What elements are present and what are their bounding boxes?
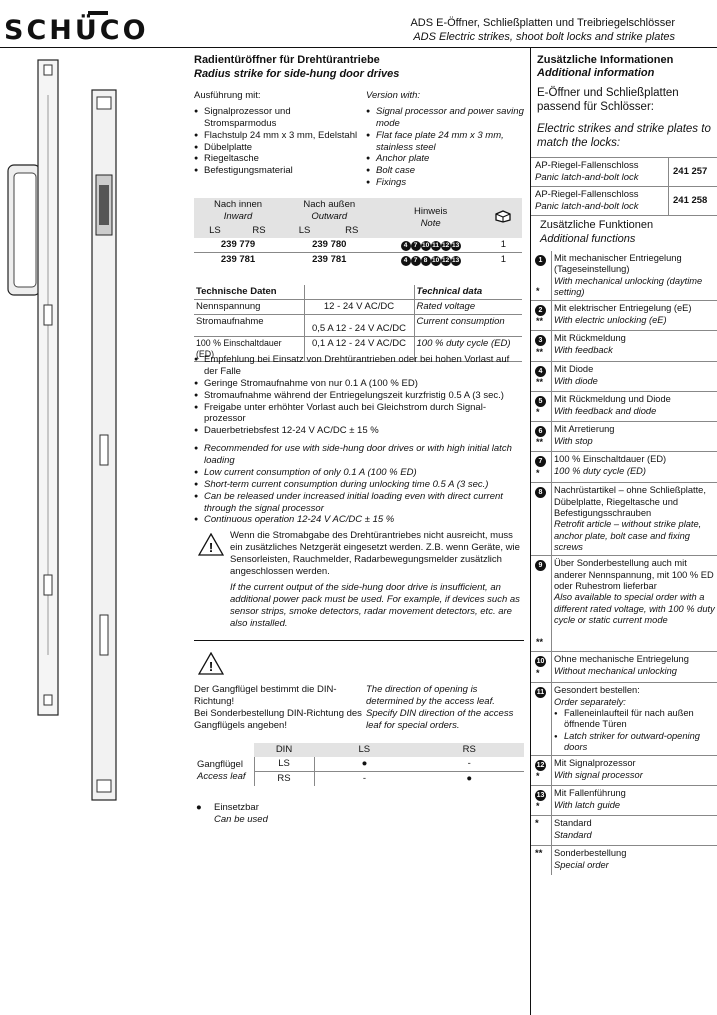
version-item-de: ● Dübelplatte xyxy=(194,142,362,154)
package-icon xyxy=(485,198,522,238)
header-title-de: ADS E-Öffner, Schließplatten und Treibriegelschlösser xyxy=(410,17,675,29)
article-outward: 239 781 xyxy=(312,253,347,265)
list-item: AP-Riegel-Fallenschloss Panic latch-and-bolt lock 241 258 xyxy=(531,187,717,216)
brand-logo: SCHÜCO xyxy=(4,15,149,46)
note-refs: 4 7 8 10 12 13 xyxy=(376,252,484,267)
bullet-de: ● Freigabe unter erhöhter Vorlast auch bei Gleichstrom durch Signal-prozessor xyxy=(194,402,524,426)
bullet-en: ● Continuous operation 12-24 V AC/DC ± 15 % xyxy=(194,514,524,526)
list-item: * Standard Standard xyxy=(531,816,717,846)
col-rs: RS xyxy=(252,224,266,236)
article-inward: 239 781 xyxy=(220,253,256,265)
list-item: 8 Nachrüstartikel – ohne Schließplatte, Dübelplatte, Riegeltasche und Befestigungsschrauben Retrofit article – without strike plate, anchor plate, bolt case and fixing screws xyxy=(531,483,717,556)
list-item: 2 ** Mit elektrischer Entriegelung (eE) With electric unlocking (eE) xyxy=(531,301,717,331)
svg-text:!: ! xyxy=(208,540,214,555)
outward-header: Nach außen Outward xyxy=(303,199,356,222)
table-row: Stromaufnahme 0,5 A 12 - 24 V AC/DC Current consumption xyxy=(194,314,522,336)
bullet-de: ● Dauerbetriebsfest 12-24 V AC/DC ± 15 % xyxy=(194,425,524,437)
header-divider xyxy=(0,47,717,48)
lock-list xyxy=(531,157,717,216)
list-item: 3 ** Mit Rückmeldung With feedback xyxy=(531,331,717,362)
table-row xyxy=(194,238,522,253)
din-note-en: The direction of opening is determined by the access leaf. Specify DIN direction of the access leaf for special orders. xyxy=(366,684,514,731)
functions-title-de: Zusätzliche Funktionen xyxy=(540,219,654,231)
version-list-en xyxy=(366,90,526,189)
bullet-en: ● Short-term current consumption during unlocking time 0.5 A (3 sec.) xyxy=(194,479,524,491)
inward-header: Nach innen Inward xyxy=(214,199,263,222)
right-title-en: Additional information xyxy=(537,67,655,79)
tech-head-de: Technische Daten xyxy=(194,285,304,299)
list-item: 5 * Mit Rückmeldung und Diode With feedback and diode xyxy=(531,392,717,422)
functions-title-en: Additional functions xyxy=(540,233,636,245)
list-item: 9 ** Über Sonderbestellung auch mit anderer Nennspannung, mit 100 % ED oder Ruhestrom lieferbar Also available to special order with a different rated voltage, with 100 % duty cycle or static current mode xyxy=(531,556,717,652)
tech-table xyxy=(194,285,522,362)
svg-text:!: ! xyxy=(208,659,214,674)
din-table: DIN LS RS Gangflügel Access leaf LS ● - RS - ● xyxy=(194,743,524,786)
list-item: 12 * Mit Signalprozessor With signal processor xyxy=(531,756,717,786)
warning-icon xyxy=(198,533,224,556)
warning-text-en: If the current output of the side-hung door drive is insufficient, an additional power pack must be used. For example, if devices such as sensor strips, smoke detectors, radar movement detectors, etc. are also installed. xyxy=(230,582,520,629)
product-drawing xyxy=(0,55,190,845)
col-rs: RS xyxy=(345,224,359,236)
list-item: 7 * 100 % Einschaltdauer (ED) 100 % duty cycle (ED) xyxy=(531,452,717,483)
bullet-en: ● Can be released under increased initial loading even with direct current through the signal processor xyxy=(194,491,524,515)
product-title-de: Radientüröffner für Drehtürantriebe xyxy=(194,54,380,66)
table-row: Nennspannung 12 - 24 V AC/DC Rated voltage xyxy=(194,299,522,314)
right-title-de: Zusätzliche Informationen xyxy=(537,54,674,66)
warning-text-de: Wenn die Stromabgabe des Drehtürantriebes nicht ausreicht, muss ein zusätzliches Netzgerät eingesetzt werden. Z.B. wenn Geräte, wie Sensorleisten, Rauchmelder, Radarbewegungsmelder zusätzlich angeschlossen werden. xyxy=(230,530,520,577)
note-header: Hinweis Note xyxy=(413,205,448,229)
bullet-de: ● Geringe Stromaufnahme von nur 0.1 A (100 % ED) xyxy=(194,378,524,390)
version-item-de: ● Befestigungsmaterial xyxy=(194,165,362,177)
header-title-en: ADS Electric strikes, shoot bolt locks and strike plates xyxy=(413,31,675,43)
col-ls: LS xyxy=(298,224,311,236)
quantity: 1 xyxy=(500,253,507,265)
match-text-en: Electric strikes and strike plates to match the locks: xyxy=(537,123,711,150)
table-row: RS - ● xyxy=(194,771,524,785)
match-text-de: E-Öffner und Schließplatten passend für Schlösser: xyxy=(537,87,679,114)
version-label-en: Version with: xyxy=(366,90,421,101)
order-table xyxy=(194,198,522,267)
product-title-en: Radius strike for side-hung door drives xyxy=(194,68,400,80)
article-outward: 239 780 xyxy=(312,238,347,250)
article-inward: 239 779 xyxy=(220,238,256,250)
list-item: AP-Riegel-Fallenschloss Panic latch-and-bolt lock 241 257 xyxy=(531,158,717,187)
version-list-de xyxy=(194,90,362,177)
din-note-de: Der Gangflügel bestimmt die DIN-Richtung! Bei Sonderbestellung DIN-Richtung des Gangflügels angeben! xyxy=(194,684,362,731)
tech-head-en: Technical data xyxy=(414,285,522,299)
bullet-en: ● Low current consumption of only 0.1 A (100 % ED) xyxy=(194,467,524,479)
col-ls: LS xyxy=(209,224,221,236)
version-item-en: ● Bolt case xyxy=(366,165,526,177)
list-item: 1 * Mit mechanischer Entriegelung (Tageseinstellung) With mechanical unlocking (daytime setting) xyxy=(531,251,717,301)
section-divider xyxy=(194,640,524,641)
version-item-en: ● Fixings xyxy=(366,177,526,189)
table-row: 100 % Einschaltdauer (ED) 0,1 A 12 - 24 V AC/DC 100 % duty cycle (ED) xyxy=(194,336,522,361)
table-row xyxy=(194,252,522,267)
warning-icon xyxy=(198,652,224,675)
version-item-en: ● Anchor plate xyxy=(366,153,526,165)
version-item-de: ● Riegeltasche xyxy=(194,153,362,165)
version-label-de: Ausführung mit: xyxy=(194,90,261,101)
list-item: ** Sonderbestellung Special order xyxy=(531,846,717,875)
table-row: Gangflügel Access leaf LS ● - xyxy=(194,757,524,771)
list-item: 6 ** Mit Arretierung With stop xyxy=(531,422,717,452)
quantity: 1 xyxy=(500,238,507,250)
version-item-en: ● Signal processor and power saving mode xyxy=(366,106,526,130)
bullet-en: ● Recommended for use with side-hung door drives or with high initial latch loading xyxy=(194,443,524,467)
version-item-en: ● Flat face plate 24 mm x 3 mm, stainless steel xyxy=(366,130,526,154)
list-item: 13 * Mit Fallenführung With latch guide xyxy=(531,786,717,816)
bullet-de: ● Stromaufnahme während der Entriegelungszeit kurzfristig 0.5 A (3 sec.) xyxy=(194,390,524,402)
bullet-de: ● Empfehlung bei Einsatz von Drehtürantrieben oder bei hohen Vorlast auf der Falle xyxy=(194,354,524,378)
version-item-de: ● Flachstulp 24 mm x 3 mm, Edelstahl xyxy=(194,130,362,142)
list-item: 4 ** Mit Diode With diode xyxy=(531,362,717,392)
feature-list xyxy=(531,251,717,875)
note-refs: 4 7 10 11 12 13 xyxy=(376,238,484,253)
version-item-de: ● Signalprozessor und Stromsparmodus xyxy=(194,106,362,130)
list-item: 10 * Ohne mechanische Entriegelung Without mechanical unlocking xyxy=(531,652,717,683)
feature-bullets xyxy=(194,354,524,526)
legend: ● Einsetzbar Can be used xyxy=(196,802,268,825)
list-item: 11 Gesondert bestellen: Order separately: ● Falleneinlaufteil für nach außen öffnende Türen ● Latch striker for outward-opening doors xyxy=(531,683,717,756)
